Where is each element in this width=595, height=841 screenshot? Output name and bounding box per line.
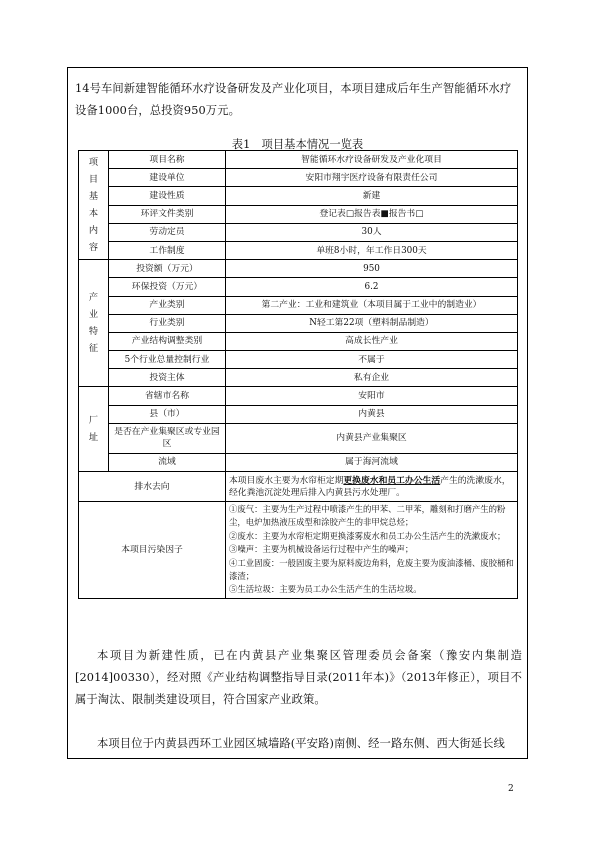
row-value: 新建 — [226, 187, 518, 205]
row-value: 6.2 — [226, 278, 518, 296]
row-label: 是否在产业集聚区或专业园区 — [109, 423, 226, 453]
paragraph-location: 本项目位于内黄县西环工业园区城墙路(平安路)南侧、经一路东侧、西大街延长线 — [97, 737, 505, 750]
pollution-item: ③噪声：主要为机械设备运行过程中产生的噪声； — [229, 544, 414, 555]
intro-line-2: 设备1000台，总投资950万元。 — [75, 104, 240, 117]
table-row — [79, 387, 518, 405]
row-label: 投资主体 — [109, 369, 226, 387]
row-value: 登记表□报告表■报告书□ — [226, 205, 518, 223]
row-label: 投资额（万元） — [109, 260, 226, 278]
pollution-item: ⑤生活垃圾：主要为员工办公生活产生的生活垃圾。 — [229, 584, 422, 595]
row-label: 5个行业总量控制行业 — [109, 351, 226, 369]
section-basic-label-text: 项目基本内容 — [88, 157, 99, 254]
table-row — [79, 351, 518, 369]
pollution-item: ②废水：主要为水帘柜定期更换漆雾废水和员工办公生活产生的洗漱废水； — [229, 530, 506, 541]
table-row — [79, 187, 518, 205]
row-value: 内黄县产业集聚区 — [226, 423, 518, 453]
paragraph-filing: 本项目为新建性质，已在内黄县产业集聚区管理委员会备案（豫安内集制造[2014]00330），经对照《产业结构调整指导目录(2011年本)》（2013年修正），项目不属于淘汰、限制类建设项目，符合国家产业政策。 — [75, 649, 522, 706]
table-row — [79, 332, 518, 350]
section-industry-label — [79, 260, 109, 387]
section-site-label-text: 厂址 — [88, 415, 99, 444]
page-number: 2 — [508, 784, 514, 794]
drain-text-pre: 本项目废水主要为水帘柜定期 — [229, 475, 344, 486]
table-row — [79, 314, 518, 332]
project-info-table — [78, 150, 518, 599]
table-row — [79, 278, 518, 296]
pollution-item: ④工业固废：一般固废主要为原料废边角料，危废主要为废油漆桶、废胶桶和漆渣； — [229, 557, 514, 582]
pollution-label: 本项目污染因子 — [79, 502, 226, 599]
row-label: 县（市） — [109, 405, 226, 423]
row-value: 安阳市 — [226, 387, 518, 405]
row-value: 950 — [226, 260, 518, 278]
row-label: 流域 — [109, 453, 226, 471]
drain-text-post: 产生的洗漱废水，经化粪池沉淀处理后排入内黄县污水处理厂。 — [229, 475, 511, 498]
table-row — [79, 169, 518, 187]
table-row — [79, 423, 518, 453]
row-label: 工作制度 — [109, 241, 226, 259]
section-basic-label — [79, 151, 109, 260]
row-label: 省辖市名称 — [109, 387, 226, 405]
row-label: 环评文件类别 — [109, 205, 226, 223]
row-label: 环保投资（万元） — [109, 278, 226, 296]
table-row — [79, 369, 518, 387]
drain-value — [226, 472, 518, 502]
row-label: 产业类别 — [109, 296, 226, 314]
table-row — [79, 296, 518, 314]
row-label: 项目名称 — [109, 151, 226, 169]
row-value: 属于海河流域 — [226, 453, 518, 471]
table-row — [79, 205, 518, 223]
pollution-factors — [226, 502, 518, 599]
drain-text-highlight: 更换废水和员工办公生活 — [343, 475, 441, 486]
row-value: 高成长性产业 — [226, 332, 518, 350]
row-label: 产业结构调整类别 — [109, 332, 226, 350]
row-value: 30人 — [226, 223, 518, 241]
row-value: 不属于 — [226, 351, 518, 369]
drain-label: 排水去向 — [79, 472, 226, 502]
row-value: 单班8小时，年工作日300天 — [226, 241, 518, 259]
table-row — [79, 151, 518, 169]
row-value: 安阳市翔宇医疗设备有限责任公司 — [226, 169, 518, 187]
table-row — [79, 260, 518, 278]
row-label: 劳动定员 — [109, 223, 226, 241]
row-label: 行业类别 — [109, 314, 226, 332]
row-value: 私有企业 — [226, 369, 518, 387]
section-industry-label-text: 产业特征 — [88, 292, 99, 355]
table-row — [79, 453, 518, 471]
row-label: 建设单位 — [109, 169, 226, 187]
row-label: 建设性质 — [109, 187, 226, 205]
intro-line-1: 14号车间新建智能循环水疗设备研发及产业化项目，本项目建成后年生产智能循环水疗 — [75, 82, 512, 95]
table-row — [79, 502, 518, 599]
row-value: 智能循环水疗设备研发及产业化项目 — [226, 151, 518, 169]
row-value: N轻工第22项（塑料制品制造） — [226, 314, 518, 332]
table-caption: 表1 项目基本情况一览表 — [231, 138, 364, 151]
section-site-label — [79, 387, 109, 472]
table-row — [79, 223, 518, 241]
table-row — [79, 472, 518, 502]
row-value: 第二产业：工业和建筑业（本项目属于工业中的制造业） — [226, 296, 518, 314]
row-value: 内黄县 — [226, 405, 518, 423]
table-row — [79, 241, 518, 259]
table-row — [79, 405, 518, 423]
pollution-item: ①废气：主要为生产过程中喷漆产生的甲苯、二甲苯，雕刻和打磨产生的粉尘，电炉加热液压成型和涂胶产生的非甲烷总烃； — [229, 504, 506, 528]
